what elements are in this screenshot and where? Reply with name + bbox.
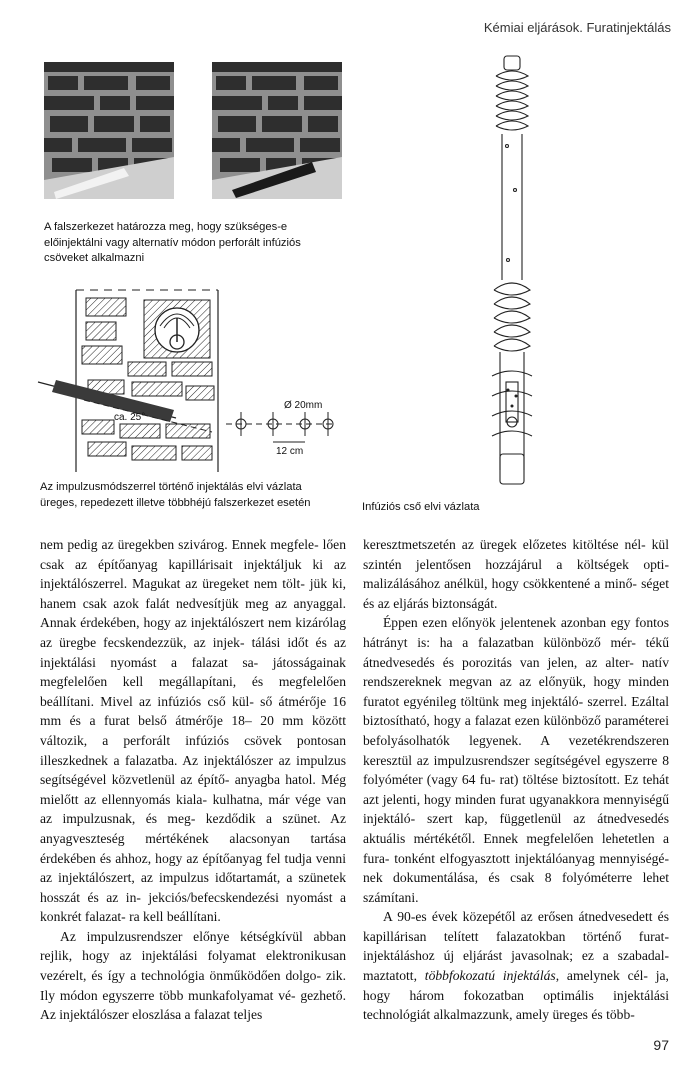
paragraph: keresztmetszetén az üregek előzetes kitöltése nél- kül szintén jelentősen hozzájárul a költségek opti- malizálásához anélkül, hogy csökkentené a minő- séget és az eljárás biztonságát. [363, 537, 669, 611]
diameter-label: Ø 20mm [284, 400, 323, 411]
tube-caption: Infúziós cső elvi vázlata [362, 501, 480, 513]
page-number: 97 [653, 1037, 669, 1053]
infusion-tube-drawing [478, 50, 548, 490]
diagram-caption: Az impulzusmódszerrel történő injektálás elvi vázlata üreges, repedezett illetve többhéjú falszerkezet esetén [40, 481, 311, 509]
body-column-right [363, 535, 669, 1025]
wall-photo-left [44, 62, 174, 199]
angle-label: ca. 25° [114, 412, 146, 423]
paragraph: Éppen ezen előnyök jelentenek azonban egy fontos hátrányt is: ha a falazatban különböző mér- tékű átnedvesedés és porozitás van jelen, az alter- natív rendszereknek megvan az az előnyük, hogy minden furatot egyénileg töltünk meg injektáló- szerrel. Ezáltal biztosítható, hogy a falazat ezen különböző paraméterei befolyásolhatók legyenek. A vezetékrendszeren keresztül az impulzusrendszer segítségével egyszerre 8 folyóméter (vagy 64 fu- rat) töltése biztosított. Ez tehát azt jelenti, hogy minden furat ugyanakkora mennyiségű injektáló- szert kap, függetlenül az átnedvesedés aktuális mértékétől. Ennek megfelelően lehetetlen a fura- tonként elfogyasztott injektálóanyag mennyiségé- nek dokumentálása, és csak 8 folyóméterre lehet számítani. [363, 615, 670, 905]
photo-caption: A falszerkezet határozza meg, hogy szükséges-e előinjektálni vagy alternatív módon perforált infúziós csöveket alkalmazni [44, 221, 301, 264]
wall-photo-right [212, 62, 342, 199]
paragraph: A 90-es évek közepétől az erősen átnedvesedett és kapillárisan telített falazatokban történő furat- injektáláshoz új eljárást javasolnak; ez a szabadal- maztatott, többfokozatú injektálás, amelynek cél- ja, hogy három fokozatban optimális injektálási technológiát alkalmazzunk, amely üreges és több- [363, 909, 669, 1023]
paragraph: nem pedig az üregekben szivárog. Ennek megfele- lően csak az építőanyag kapillárisait injektáljuk ki az injektálószerrel. Magukat az üregeket nem tölt- jük ki, hanem csak azok falát nedvesítjük meg az anyaggal. Annak érdekében, hogy az injektálószert nem kizárólag az üregbe fecskendezzük, az injek- tálási időt és az injektálási nyomást a falazat sa- játosságainak megfelelően kell megállapítani, és megfelelően beállítani. Mivel az infúziós cső kül- ső átmérője 16 mm és a furat belső átmérője 18– 20 mm között változik, a perforált infúziós csövek pontosan illeszkednek a falazatba. Az injektálószer az impulzus segítségével közvetlenül az építő- anyagba hatol. Még mielőtt az ellennyomás kiala- kulhatna, már vége van az impulzusnak, és meg- kezdődik a szünet. Az anyagveszteség mértékének alacsonyan tartása érdekében és ahhoz, hogy az építőanyag fel tudja venni az injektálószert, az impulzus időtartamát, a szünetek hosszát és az in- jekciós/befecskendezési nyomást a konkrét falazat- ra kell beállítani. [40, 537, 347, 925]
spacing-label: 12 cm [276, 446, 304, 457]
italic-term: többfokozatú injektálás [424, 968, 556, 984]
body-column-left [40, 535, 346, 1025]
paragraph: Az impulzusrendszer előnye kétségkívül abban rejlik, hogy az injektálási folyamat elektronikusan vezérelt, és így a technológia önműködően dolgo- zik. Ily módon egyszerre több munkafolyamat vé- gezhető. Az injektálószer eloszlása a falazat teljes [40, 928, 346, 1023]
running-header: Kémiai eljárások. Furatinjektálás [483, 20, 671, 35]
injection-diagram [36, 282, 336, 474]
